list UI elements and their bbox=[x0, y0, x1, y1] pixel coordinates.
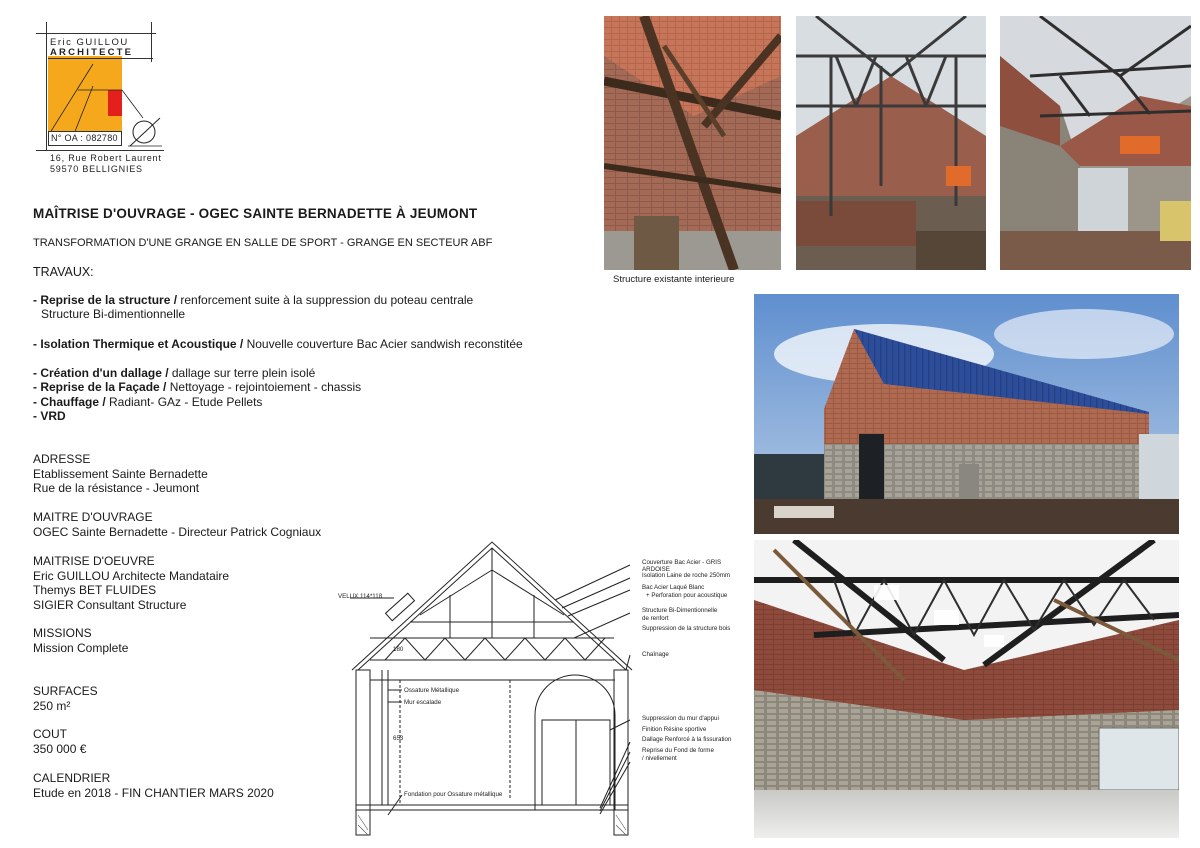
travaux-item: - VRD bbox=[33, 409, 66, 423]
drawing-label-velux: VELUX 114*118 bbox=[338, 593, 383, 600]
section-cout bbox=[33, 727, 86, 756]
section-adresse bbox=[33, 452, 208, 496]
travaux-item: - Reprise de la structure / renforcement suite à la suppression du poteau centrale bbox=[33, 293, 474, 307]
drawing-label-right: + Perforation pour acoustique bbox=[646, 592, 728, 599]
section-line: Rue de la résistance - Jeumont bbox=[33, 481, 200, 496]
drawing-dim: 653 bbox=[393, 735, 404, 742]
photo-interior-timber-frame bbox=[604, 16, 781, 270]
section-maitre-ouvrage bbox=[33, 510, 321, 539]
logo-frame-right bbox=[151, 22, 152, 62]
photo-exterior-new-roof-image bbox=[754, 294, 1179, 534]
drawing-label-right: Dallage Renforcé à la fissuration bbox=[642, 736, 732, 743]
section-line: 350 000 € bbox=[33, 741, 87, 756]
section-line: Eric GUILLOU Architecte Mandataire bbox=[33, 568, 230, 583]
section-heading: SURFACES bbox=[33, 684, 98, 698]
drawing-label-right: / nivellement bbox=[642, 755, 677, 762]
section-heading: MISSIONS bbox=[33, 626, 92, 640]
travaux-item: - Chauffage / Radiant- GAz - Etude Pellets bbox=[33, 395, 263, 409]
compass-icon bbox=[128, 116, 164, 150]
travaux-item: - Isolation Thermique et Acoustique / Nouvelle couverture Bac Acier sandwish reconstitée bbox=[33, 337, 523, 351]
section-line: Themys BET FLUIDES bbox=[33, 583, 157, 598]
photo-interior-finished bbox=[754, 540, 1179, 838]
logo-underline bbox=[48, 58, 153, 59]
logo-address-line1: 16, Rue Robert Laurent bbox=[50, 153, 162, 163]
photo-barn-roof-removed bbox=[796, 16, 986, 270]
section-drawing bbox=[330, 530, 750, 840]
section-heading: MAITRISE D'OEUVRE bbox=[33, 554, 155, 568]
drawing-label-left: Mur escalade bbox=[404, 699, 442, 706]
drawing-label-left: Ossature Métallique bbox=[404, 687, 460, 694]
drawing-label-right: Couverture Bac Acier - GRIS ARDOISE bbox=[642, 559, 722, 573]
photo-interior-timber-frame-image bbox=[604, 16, 781, 270]
logo-name: Eric GUILLOU bbox=[50, 37, 129, 48]
section-surfaces bbox=[33, 684, 98, 713]
drawing-label-right: Finition Résine sportive bbox=[642, 726, 707, 733]
travaux-heading: TRAVAUX: bbox=[33, 265, 94, 279]
photo-barn-gable-opening bbox=[1000, 16, 1191, 270]
section-calendrier bbox=[33, 771, 274, 800]
photo-caption: Structure existante interieure bbox=[613, 274, 735, 285]
logo-bottom-line bbox=[36, 150, 164, 151]
drawing-label-right: Suppression du mur d'appui bbox=[642, 715, 719, 722]
logo-frame-top bbox=[36, 33, 156, 34]
logo-frame-left bbox=[46, 22, 47, 150]
logo-oa: N° OA : 082780 bbox=[51, 133, 118, 143]
drawing-label-right: Bac Acier Laqué Blanc bbox=[642, 584, 705, 591]
section-maitrise-oeuvre bbox=[33, 554, 229, 612]
section-heading: ADRESSE bbox=[33, 452, 91, 466]
drawing-label-right: Isolation Laine de roche 250mm bbox=[642, 572, 731, 579]
section-line: Etablissement Sainte Bernadette bbox=[33, 466, 208, 481]
section-line: OGEC Sainte Bernadette - Directeur Patrick Cogniaux bbox=[33, 524, 322, 539]
photo-barn-gable-opening-image bbox=[1000, 16, 1191, 270]
drawing-label-right: de renfort bbox=[642, 615, 669, 622]
section-heading: MAITRE D'OUVRAGE bbox=[33, 510, 153, 524]
section-heading: COUT bbox=[33, 727, 67, 741]
logo-company: ARCHITECTE bbox=[50, 47, 134, 58]
section-line: Etude en 2018 - FIN CHANTIER MARS 2020 bbox=[33, 785, 274, 800]
section-line: SIGIER Consultant Structure bbox=[33, 597, 187, 612]
logo-address-line2: 59570 BELLIGNIES bbox=[50, 164, 143, 174]
page-title: MAÎTRISE D'OUVRAGE - OGEC SAINTE BERNADETTE À JEUMONT bbox=[33, 206, 478, 221]
drawing-label-right: Structure Bi-Dimentionnelle bbox=[642, 607, 718, 614]
section-missions bbox=[33, 626, 128, 655]
section-heading: CALENDRIER bbox=[33, 771, 111, 785]
photo-barn-roof-removed-image bbox=[796, 16, 986, 270]
travaux-item: Structure Bi-dimentionnelle bbox=[41, 307, 186, 321]
travaux-item: - Reprise de la Façade / Nettoyage - rejointoiement - chassis bbox=[33, 380, 362, 394]
drawing-label-right: Reprise du Fond de forme bbox=[642, 747, 714, 754]
section-line: 250 m² bbox=[33, 698, 71, 713]
drawing-label-right: Suppression de la structure bois bbox=[642, 625, 731, 632]
travaux-item: - Création d'un dallage / dallage sur terre plein isolé bbox=[33, 366, 316, 380]
drawing-label-left: Fondation pour Ossature métallique bbox=[404, 791, 503, 798]
drawing-dim: 180 bbox=[393, 646, 404, 653]
photo-interior-finished-image bbox=[754, 540, 1179, 838]
photo-exterior-new-roof bbox=[754, 294, 1179, 534]
section-line: Mission Complete bbox=[33, 640, 129, 655]
page-subtitle: TRANSFORMATION D'UNE GRANGE EN SALLE DE SPORT - GRANGE EN SECTEUR ABF bbox=[33, 237, 493, 249]
drawing-label-right: Chaînage bbox=[642, 651, 669, 658]
